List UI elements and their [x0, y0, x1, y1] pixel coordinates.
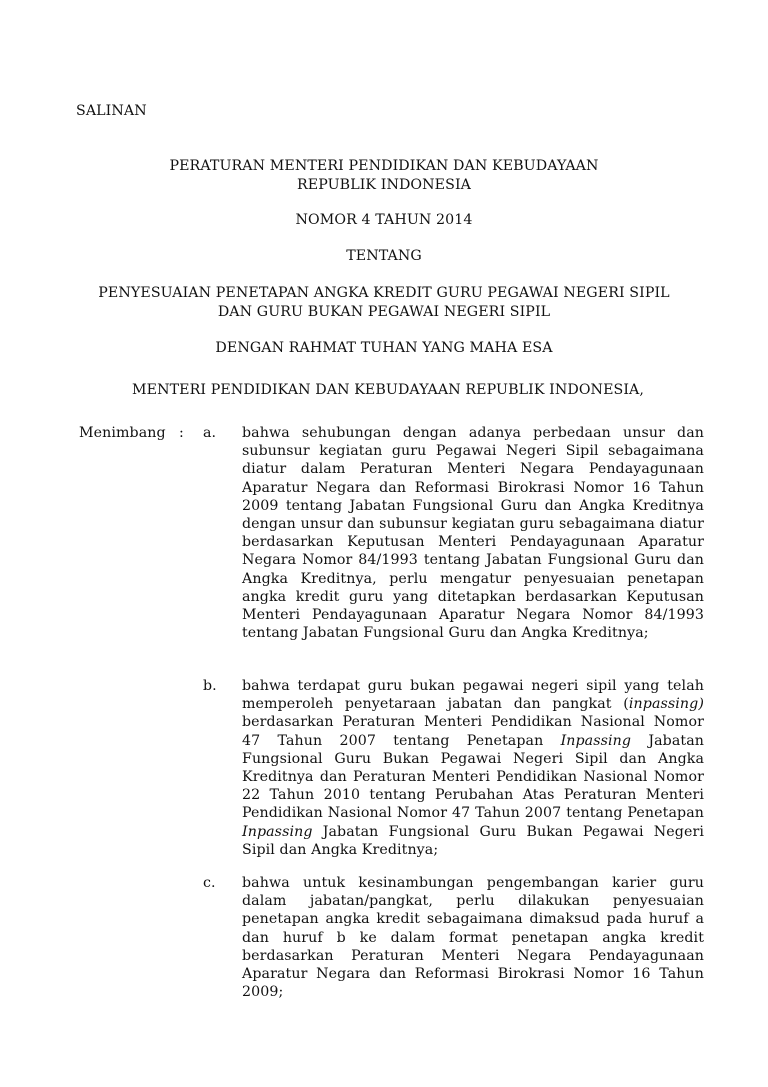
considering-colon: :	[179, 425, 184, 441]
item-text-part: Jabatan Fungsional Guru Bukan Pegawai Negeri Sipil dan Angka Kreditnya;	[242, 823, 704, 858]
item-text-part: berdasarkan Peraturan Menteri Pendidikan Nasional Nomor 47 Tahun 2007 tentang Penetapan	[242, 714, 704, 749]
item-text: bahwa sehubungan dengan adanya perbedaan unsur dan subunsur kegiatan guru Pegawai Negeri Sipil sebagaimana diatur dalam Peraturan Menteri Negara Pendayagunaan Aparatur Negara dan Reformasi Birokrasi Nomor 16 Tahun 2009 tentang Jabatan Fungsional Guru dan Angka Kreditnya dengan unsur dan subunsur kegiatan guru sebagaimana diatur berdasarkan Keputusan Menteri Pendayagunaan Aparatur Negara Nomor 84/1993 tentang Jabatan Fungsional Guru dan Angka Kreditnya, perlu mengatur penyesuaian penetapan angka kredit guru yang ditetapkan berdasarkan Keputusan Menteri Pendayagunaan Aparatur Negara Nomor 84/1993 tentang Jabatan Fungsional Guru dan Angka Kreditnya;	[242, 425, 704, 642]
item-text	[242, 677, 704, 859]
item-text: bahwa untuk kesinambungan pengembangan karier guru dalam jabatan/pangkat, perlu dilakukan penyesuaian penetapan angka kredit sebagaimana dimaksud pada huruf a dan huruf b ke dalam format penetapan angka kredit berdasarkan Peraturan Menteri Negara Pendayagunaan Aparatur Negara dan Reformasi Birokrasi Nomor 16 Tahun 2009;	[242, 875, 704, 1001]
item-marker: b.	[203, 678, 217, 694]
item-text-part: bahwa terdapat guru bukan pegawai negeri sipil yang telah memperoleh penyetaraan jabatan dan pangkat (	[242, 678, 704, 713]
salinan-label: SALINAN	[76, 103, 147, 119]
italic-term: Inpassing	[560, 732, 632, 749]
tentang-heading: TENTANG	[346, 248, 422, 264]
title-line-2: REPUBLIK INDONESIA	[296, 177, 472, 193]
subject-line-2: DAN GURU BUKAN PEGAWAI NEGERI SIPIL	[217, 304, 551, 320]
subject-line-1: PENYESUAIAN PENETAPAN ANGKA KREDIT GURU PEGAWAI NEGERI SIPIL	[98, 285, 670, 301]
rahmat-line: DENGAN RAHMAT TUHAN YANG MAHA ESA	[215, 340, 553, 356]
title-line-1: PERATURAN MENTERI PENDIDIKAN DAN KEBUDAYAAN	[169, 158, 599, 174]
regulation-title	[60, 157, 708, 195]
item-marker: c.	[203, 875, 216, 891]
regulation-number: NOMOR 4 TAHUN 2014	[295, 212, 473, 228]
item-text-part: Jabatan Fungsional Guru Bukan Pegawai Negeri Sipil dan Angka Kreditnya dan Peraturan Menteri Pendidikan Nasional Nomor 22 Tahun 2010 tentang Perubahan Atas Peraturan Menteri Pendidikan Nasional Nomor 47 Tahun 2007 tentang Penetapan	[242, 732, 704, 822]
italic-term: inpassing)	[628, 696, 704, 713]
menteri-line: MENTERI PENDIDIKAN DAN KEBUDAYAAN REPUBLIK INDONESIA,	[131, 382, 644, 398]
regulation-subject	[60, 284, 708, 322]
item-marker: a.	[203, 425, 217, 441]
considering-label: Menimbang	[79, 425, 166, 441]
italic-term: Inpassing	[242, 823, 313, 840]
